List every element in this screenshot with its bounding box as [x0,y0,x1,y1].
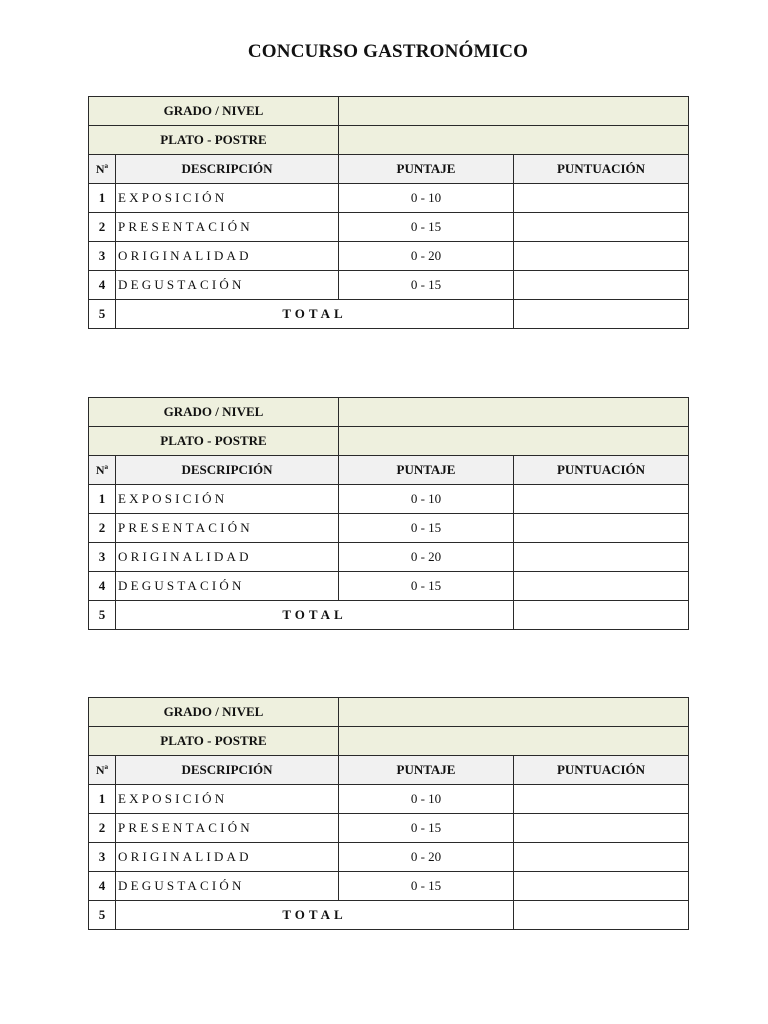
plato-value-field[interactable] [339,727,689,756]
grado-label: GRADO / NIVEL [89,698,339,727]
plato-label: PLATO - POSTRE [89,126,339,155]
criterion-range: 0 - 20 [339,242,514,271]
criterion-range: 0 - 15 [339,514,514,543]
row-number: 3 [89,242,116,271]
row-number: 2 [89,213,116,242]
plato-label: PLATO - POSTRE [89,727,339,756]
criterion-row [89,213,689,242]
score-input-cell[interactable] [514,814,689,843]
criterion-range: 0 - 15 [339,572,514,601]
row-number: 3 [89,543,116,572]
header-num: Nª [89,456,116,485]
total-label: TOTAL [116,300,514,329]
header-num: Nª [89,756,116,785]
plato-label: PLATO - POSTRE [89,427,339,456]
criterion-range: 0 - 15 [339,814,514,843]
criterion-description: PRESENTACIÓN [116,514,339,543]
criterion-description: DEGUSTACIÓN [116,271,339,300]
plato-value-field[interactable] [339,126,689,155]
total-row [89,901,689,930]
criterion-row [89,543,689,572]
score-input-cell[interactable] [514,213,689,242]
header-description: DESCRIPCIÓN [116,155,339,184]
score-sheet-1 [88,96,689,329]
document-title: CONCURSO GASTRONÓMICO [247,41,529,62]
criterion-description: ORIGINALIDAD [116,543,339,572]
header-puntuacion: PUNTUACIÓN [514,155,689,184]
grado-row [89,698,689,727]
header-description: DESCRIPCIÓN [116,756,339,785]
plato-row [89,126,689,155]
criterion-range: 0 - 15 [339,271,514,300]
criterion-description: DEGUSTACIÓN [116,572,339,601]
criterion-range: 0 - 10 [339,184,514,213]
row-number: 5 [89,601,116,630]
total-row [89,601,689,630]
header-puntuacion: PUNTUACIÓN [514,756,689,785]
score-sheet-2 [88,397,689,630]
score-input-cell[interactable] [514,872,689,901]
criterion-row [89,572,689,601]
grado-row [89,398,689,427]
total-label: TOTAL [116,601,514,630]
criterion-description: DEGUSTACIÓN [116,872,339,901]
criterion-range: 0 - 15 [339,872,514,901]
criterion-row [89,514,689,543]
header-row [89,756,689,785]
header-row [89,155,689,184]
total-input-cell[interactable] [514,601,689,630]
header-puntaje: PUNTAJE [339,155,514,184]
row-number: 2 [89,514,116,543]
row-number: 1 [89,184,116,213]
total-label: TOTAL [116,901,514,930]
criterion-row [89,271,689,300]
score-input-cell[interactable] [514,843,689,872]
criterion-description: EXPOSICIÓN [116,184,339,213]
total-input-cell[interactable] [514,300,689,329]
score-input-cell[interactable] [514,514,689,543]
row-number: 5 [89,901,116,930]
criterion-description: PRESENTACIÓN [116,213,339,242]
criterion-description: EXPOSICIÓN [116,785,339,814]
score-input-cell[interactable] [514,184,689,213]
header-description: DESCRIPCIÓN [116,456,339,485]
criterion-description: ORIGINALIDAD [116,843,339,872]
criterion-range: 0 - 10 [339,485,514,514]
header-num: Nª [89,155,116,184]
criterion-range: 0 - 20 [339,543,514,572]
criterion-description: EXPOSICIÓN [116,485,339,514]
criterion-range: 0 - 15 [339,213,514,242]
total-input-cell[interactable] [514,901,689,930]
plato-row [89,427,689,456]
row-number: 1 [89,785,116,814]
grado-value-field[interactable] [339,698,689,727]
row-number: 4 [89,872,116,901]
criterion-row [89,485,689,514]
score-input-cell[interactable] [514,485,689,514]
criterion-description: PRESENTACIÓN [116,814,339,843]
criterion-range: 0 - 20 [339,843,514,872]
grado-row [89,97,689,126]
total-row [89,300,689,329]
row-number: 3 [89,843,116,872]
score-sheet-3 [88,697,689,930]
criterion-description: ORIGINALIDAD [116,242,339,271]
score-input-cell[interactable] [514,785,689,814]
score-input-cell[interactable] [514,271,689,300]
score-input-cell[interactable] [514,543,689,572]
criterion-row [89,843,689,872]
criterion-row [89,785,689,814]
grado-label: GRADO / NIVEL [89,97,339,126]
criterion-row [89,184,689,213]
header-puntaje: PUNTAJE [339,756,514,785]
criterion-row [89,872,689,901]
plato-row [89,727,689,756]
row-number: 1 [89,485,116,514]
grado-value-field[interactable] [339,398,689,427]
header-row [89,456,689,485]
plato-value-field[interactable] [339,427,689,456]
criterion-range: 0 - 10 [339,785,514,814]
row-number: 4 [89,572,116,601]
grado-label: GRADO / NIVEL [89,398,339,427]
row-number: 2 [89,814,116,843]
score-input-cell[interactable] [514,242,689,271]
header-puntaje: PUNTAJE [339,456,514,485]
row-number: 5 [89,300,116,329]
header-puntuacion: PUNTUACIÓN [514,456,689,485]
score-input-cell[interactable] [514,572,689,601]
grado-value-field[interactable] [339,97,689,126]
criterion-row [89,814,689,843]
criterion-row [89,242,689,271]
row-number: 4 [89,271,116,300]
